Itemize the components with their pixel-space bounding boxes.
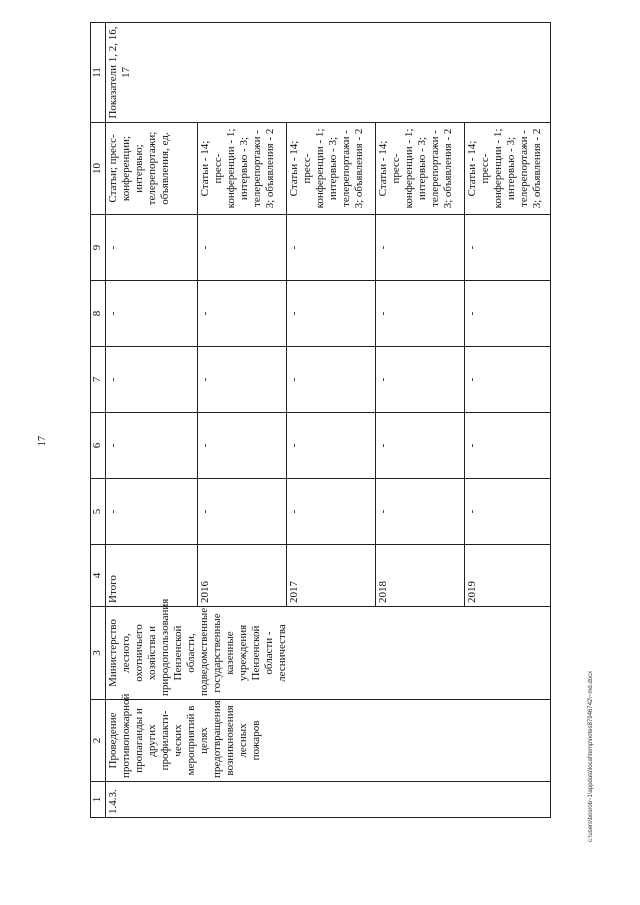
value-cell: - <box>106 215 198 281</box>
page-number: 17 <box>37 436 48 446</box>
value-cell: - <box>465 479 551 545</box>
col-header-2: 2 <box>91 700 106 782</box>
col-header-7: 7 <box>91 347 106 413</box>
value-cell: - <box>376 479 465 545</box>
value-cell: - <box>465 347 551 413</box>
value-cell: - <box>376 413 465 479</box>
value-cell: - <box>198 347 287 413</box>
rotated-table-container <box>90 23 564 818</box>
measures-table <box>90 22 551 818</box>
value-cell: - <box>287 215 376 281</box>
file-path-footer: c:\users\bosrob~1\appdata\local\temp\notes87946742\~md.docx <box>588 670 594 842</box>
period-cell: Итого <box>106 545 198 607</box>
value-cell: - <box>465 215 551 281</box>
col-header-9: 9 <box>91 215 106 281</box>
value-cell: - <box>106 413 198 479</box>
value-cell: - <box>106 281 198 347</box>
period-cell: 2018 <box>376 545 465 607</box>
period-cell: 2016 <box>198 545 287 607</box>
result-cell: Статьи - 14; пресс-конференции - 1; интервью - 3; телерепортажи - 3; объявления - 2 <box>465 123 551 215</box>
value-cell: - <box>287 413 376 479</box>
value-cell: - <box>376 281 465 347</box>
col-header-6: 6 <box>91 413 106 479</box>
activity-cell: Проведение противопожарной пропаганды и других профилакти-ческих мероприятий в целях предотвращения возникновения лесных пожаров <box>106 700 551 782</box>
col-header-5: 5 <box>91 479 106 545</box>
value-cell: - <box>287 281 376 347</box>
indicators-cell: Показатели 1, 2, 16, 17 <box>106 23 551 123</box>
result-cell: Статьи - 14; пресс-конференции - 1; интервью - 3; телерепортажи - 3; объявления - 2 <box>198 123 287 215</box>
header-row <box>91 23 106 818</box>
value-cell: - <box>465 281 551 347</box>
value-cell: - <box>106 479 198 545</box>
col-header-8: 8 <box>91 281 106 347</box>
value-cell: - <box>198 479 287 545</box>
col-header-11: 11 <box>91 23 106 123</box>
col-header-3: 3 <box>91 607 106 700</box>
value-cell: - <box>376 215 465 281</box>
executor-cell: Министерство лесного, охотничьего хозяйства и природопользования Пензенской области, подведомственные государственные казенные учреждения Пензенской области - лесничества <box>106 607 551 700</box>
value-cell: - <box>287 479 376 545</box>
value-cell: - <box>198 281 287 347</box>
table-row <box>106 23 198 818</box>
result-cell: Статьи; пресс-конференции; интервью; телерепортажи; объявления, ед. <box>106 123 198 215</box>
value-cell: - <box>465 413 551 479</box>
col-header-4: 4 <box>91 545 106 607</box>
value-cell: - <box>376 347 465 413</box>
value-cell: - <box>198 215 287 281</box>
value-cell: - <box>287 347 376 413</box>
col-header-1: 1 <box>91 782 106 818</box>
period-cell: 2017 <box>287 545 376 607</box>
value-cell: - <box>198 413 287 479</box>
col-header-10: 10 <box>91 123 106 215</box>
period-cell: 2019 <box>465 545 551 607</box>
value-cell: - <box>106 347 198 413</box>
item-number-cell: 1.4.3. <box>106 782 551 818</box>
result-cell: Статьи - 14; пресс-конференции - 1; интервью - 3; телерепортажи - 3; объявления - 2 <box>376 123 465 215</box>
result-cell: Статьи - 14; пресс-конференции - 1; интервью - 3; телерепортажи - 3; объявления - 2 <box>287 123 376 215</box>
